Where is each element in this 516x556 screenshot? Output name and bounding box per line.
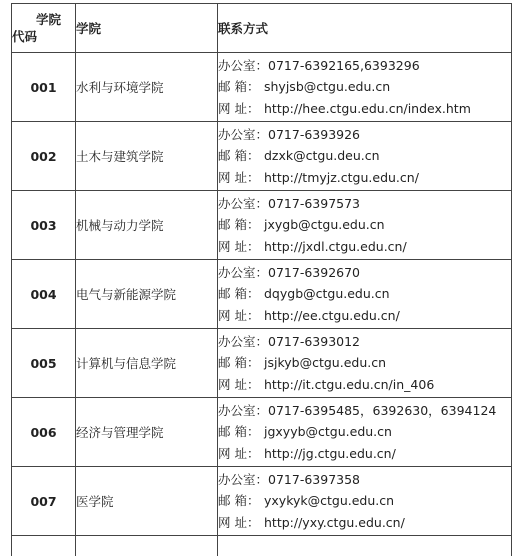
email-label: 邮 箱： (218, 493, 260, 509)
contact-cell (218, 329, 512, 398)
email-line (218, 76, 511, 98)
office-phone-label: 办公室： (218, 402, 269, 418)
email-label: 邮 箱： (218, 355, 260, 371)
website-line (218, 512, 511, 534)
contact-cell (218, 191, 512, 260)
office-phone: 0717-6397358 (268, 471, 361, 487)
office-phone: 0717-6392670 (268, 264, 361, 280)
email-address: dqygb@ctgu.edu.cn (264, 286, 390, 302)
college-code: 004 (12, 260, 76, 329)
office-phone: 0717-6393926 (268, 126, 361, 142)
website-label: 网 址： (218, 307, 260, 323)
table-header-row (12, 4, 512, 53)
website-label: 网 址： (218, 100, 260, 116)
website-url: http://jxdl.ctgu.edu.cn/ (264, 238, 407, 254)
college-name: 土木与建筑学院 (76, 122, 218, 191)
office-phone-line (218, 331, 511, 353)
empty-cell (12, 536, 76, 556)
website-label: 网 址： (218, 238, 260, 254)
office-phone-line (218, 469, 511, 491)
office-phone: 0717-6392165,6393296 (268, 57, 420, 73)
website-label: 网 址： (218, 169, 260, 185)
office-phone-line (218, 55, 511, 77)
college-code: 002 (12, 122, 76, 191)
table-row (12, 467, 512, 536)
website-url: http://it.ctgu.edu.cn/in_406 (264, 376, 435, 392)
college-code: 001 (12, 53, 76, 122)
email-address: jsjkyb@ctgu.edu.cn (264, 355, 387, 371)
office-phone: 0717-6397573 (268, 195, 361, 211)
website-url: http://ee.ctgu.edu.cn/ (264, 307, 400, 323)
email-address: dzxk@ctgu.deu.cn (264, 148, 380, 164)
table-row (12, 329, 512, 398)
college-name: 水利与环境学院 (76, 53, 218, 122)
office-phone-line (218, 400, 511, 422)
college-code: 003 (12, 191, 76, 260)
table-row (12, 260, 512, 329)
college-name: 机械与动力学院 (76, 191, 218, 260)
email-line (218, 490, 511, 512)
website-url: http://jg.ctgu.edu.cn/ (264, 445, 396, 461)
email-address: shyjsb@ctgu.edu.cn (264, 79, 391, 95)
office-phone-line (218, 193, 511, 215)
email-line (218, 421, 511, 443)
website-label: 网 址： (218, 514, 260, 530)
table-row (12, 53, 512, 122)
office-phone-label: 办公室： (218, 57, 269, 73)
website-line (218, 98, 511, 120)
website-label: 网 址： (218, 445, 260, 461)
email-line (218, 145, 511, 167)
office-phone-line (218, 262, 511, 284)
office-phone-line (218, 124, 511, 146)
email-label: 邮 箱： (218, 79, 260, 95)
website-url: http://yxy.ctgu.edu.cn/ (264, 514, 405, 530)
header-contact-info: 联系方式 (218, 4, 512, 53)
website-url: http://tmyjz.ctgu.edu.cn/ (264, 169, 419, 185)
empty-cell (76, 536, 218, 556)
email-address: yxykyk@ctgu.edu.cn (264, 493, 395, 509)
office-phone-label: 办公室： (218, 264, 269, 280)
office-phone-label: 办公室： (218, 471, 269, 487)
header-college-name: 学院 (76, 4, 218, 53)
empty-cell (218, 536, 512, 556)
college-name: 计算机与信息学院 (76, 329, 218, 398)
email-address: jxygb@ctgu.edu.cn (264, 217, 385, 233)
office-phone-label: 办公室： (218, 333, 269, 349)
table-row (12, 398, 512, 467)
college-name: 电气与新能源学院 (76, 260, 218, 329)
email-label: 邮 箱： (218, 286, 260, 302)
email-label: 邮 箱： (218, 217, 260, 233)
contact-cell (218, 122, 512, 191)
office-phone: 0717-6393012 (268, 333, 361, 349)
email-address: jgxyyb@ctgu.edu.cn (264, 424, 392, 440)
office-phone-label: 办公室： (218, 126, 269, 142)
website-label: 网 址： (218, 376, 260, 392)
office-phone: 0717-6395485，6392630，6394124 (268, 402, 497, 418)
college-code: 005 (12, 329, 76, 398)
table-row (12, 122, 512, 191)
table-row-partial (12, 536, 512, 556)
website-line (218, 236, 511, 258)
college-name: 医学院 (76, 467, 218, 536)
office-phone-label: 办公室： (218, 195, 269, 211)
college-name: 经济与管理学院 (76, 398, 218, 467)
contact-cell (218, 260, 512, 329)
college-contact-table (11, 3, 512, 556)
email-label: 邮 箱： (218, 424, 260, 440)
website-line (218, 443, 511, 465)
college-code: 007 (12, 467, 76, 536)
college-code: 006 (12, 398, 76, 467)
email-label: 邮 箱： (218, 148, 260, 164)
table-row (12, 191, 512, 260)
email-line (218, 352, 511, 374)
website-line (218, 167, 511, 189)
website-line (218, 374, 511, 396)
website-line (218, 305, 511, 327)
email-line (218, 283, 511, 305)
contact-cell (218, 467, 512, 536)
website-url: http://hee.ctgu.edu.cn/index.htm (264, 100, 471, 116)
email-line (218, 214, 511, 236)
contact-cell (218, 398, 512, 467)
header-college-code: 学院 代码 (12, 4, 76, 53)
contact-cell (218, 53, 512, 122)
